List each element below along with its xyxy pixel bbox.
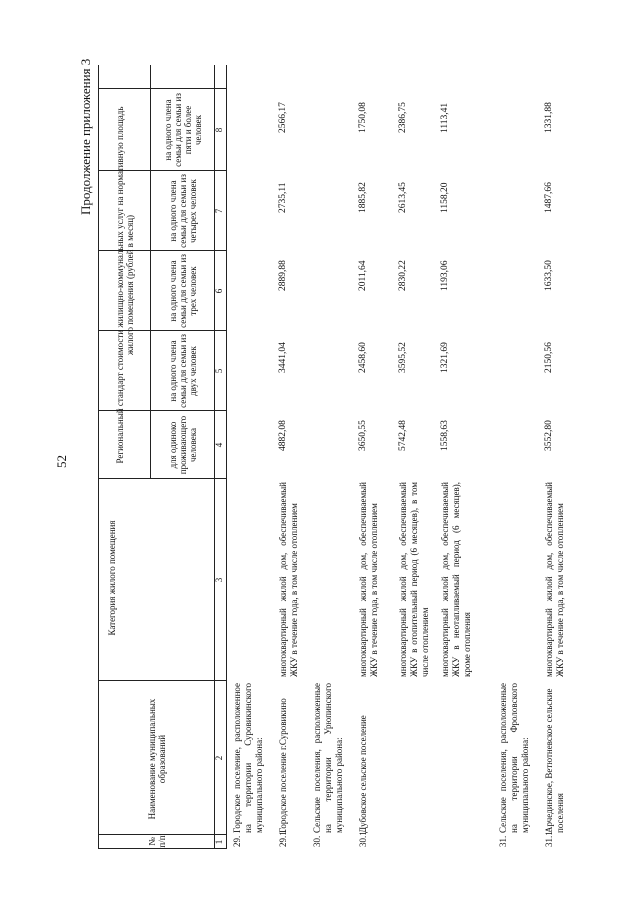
value-single-person: 5742,48 [398, 420, 408, 451]
header-regional-standard: Региональный стандарт стоимости жилищно-коммунальных услуг на нормативную площадь жилого помещения (рублей в месяц) [115, 106, 135, 464]
value-family-of-five: 2386,75 [398, 102, 408, 133]
row-category: многоквартирный жилой дом, обеспечиваемый ЖКУ в течение года, в том числе отоплением [544, 482, 565, 677]
value-family-of-five: 2566,17 [278, 102, 288, 133]
header-single-person: для одиноко проживающего человека [168, 415, 198, 475]
row-number: 29.1. [278, 829, 288, 847]
row-municipality: Городское поселение, расположенное на территории Суровикинского муниципального района: [232, 683, 264, 833]
column-number: 2 [214, 755, 224, 761]
value-single-person: 4882,08 [278, 420, 288, 451]
row-municipality: Сельские поселения, расположенные на территории Фроловского муниципального района: [498, 683, 530, 833]
column-number: 4 [214, 442, 224, 448]
value-family-of-two: 1321,69 [440, 342, 450, 373]
row-number: 31. [498, 835, 508, 847]
value-family-of-four: 2613,45 [398, 182, 408, 213]
column-number: 7 [214, 208, 224, 214]
header-family-of-three: на одного члена семьи для семьи из трех человек [168, 254, 198, 328]
row-category: многоквартирный жилой дом, обеспечиваемый ЖКУ в неотапливаемый период (6 месяцев), кроме отопления [440, 482, 472, 677]
row-number: 29. [232, 835, 242, 847]
value-family-of-four: 1158,20 [440, 182, 450, 213]
row-municipality: Дубовское сельское поселение [358, 715, 368, 833]
value-family-of-five: 1750,08 [358, 102, 368, 133]
value-family-of-two: 3595,52 [398, 342, 408, 373]
tariff-table-header [98, 65, 226, 849]
row-municipality: Городское поселение г.Суровикино [278, 698, 288, 833]
row-category: многоквартирный жилой дом, обеспечиваемый ЖКУ в отопительный период (6 месяцев), в том числе отоплением [398, 482, 430, 677]
column-number: 6 [214, 288, 224, 294]
header-municipality: Наименование муниципальных образований [147, 698, 167, 820]
row-municipality: Сельские поселения, расположенные на территории Урюпинского муниципального района: [312, 683, 344, 833]
header-family-of-two: на одного члена семьи для семьи из двух человек [168, 334, 198, 408]
value-family-of-three: 2830,22 [398, 260, 408, 291]
column-number: 5 [214, 368, 224, 374]
header-family-of-four: на одного члена семьи для семьи из четырех человек [168, 174, 198, 248]
value-family-of-three: 1633,50 [544, 260, 554, 291]
row-number: 30. [312, 835, 322, 847]
column-number: 3 [214, 577, 224, 583]
column-number: 1 [214, 839, 224, 845]
value-family-of-four: 1885,82 [358, 182, 368, 213]
value-family-of-five: 1113,41 [440, 102, 450, 133]
column-number: 8 [214, 127, 224, 133]
value-family-of-four: 1487,66 [544, 182, 554, 213]
value-family-of-four: 2735,11 [278, 182, 288, 213]
header-family-of-five: на одного члена семьи для семьи из пяти и более человек [163, 93, 203, 167]
value-single-person: 3552,80 [544, 420, 554, 451]
page-number: 52 [54, 455, 69, 468]
value-family-of-two: 3441,04 [278, 342, 288, 373]
value-family-of-two: 2458,60 [358, 342, 368, 373]
value-single-person: 3650,55 [358, 420, 368, 451]
value-family-of-five: 1331,88 [544, 102, 554, 133]
row-category: многоквартирный жилой дом, обеспечиваемый ЖКУ в течение года, в том числе отоплением [278, 482, 299, 677]
row-number: 31.1. [544, 829, 554, 847]
value-family-of-three: 2889,88 [278, 260, 288, 291]
row-municipality: Арчединское, Ветютневское сельские поселения [544, 688, 565, 833]
value-family-of-three: 2011,64 [358, 260, 368, 291]
appendix-caption: Продолжение приложения 3 [78, 58, 93, 215]
header-number: № п/п [147, 835, 167, 848]
value-family-of-three: 1193,06 [440, 260, 450, 291]
value-family-of-two: 2150,56 [544, 342, 554, 373]
row-number: 30.1. [358, 829, 368, 847]
row-category: многоквартирный жилой дом, обеспечиваемый ЖКУ в течение года, в том числе отоплением [358, 482, 379, 677]
header-category: Категория жилого помещения [107, 520, 117, 636]
value-single-person: 1558,63 [440, 420, 450, 451]
